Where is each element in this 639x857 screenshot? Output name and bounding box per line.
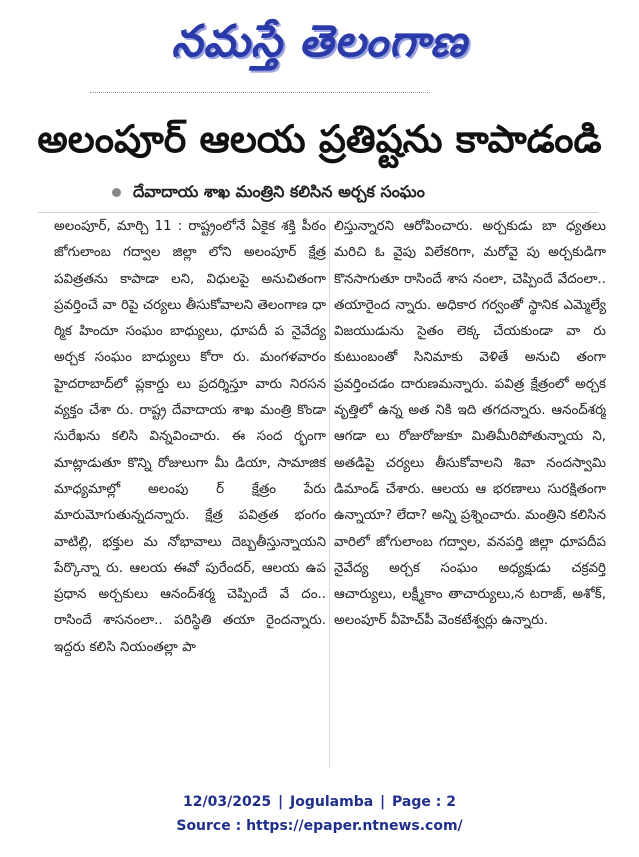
headline-rule <box>38 212 598 213</box>
footer-source-link[interactable]: https://epaper.ntnews.com/ <box>246 818 463 834</box>
footer-separator: | <box>278 794 284 810</box>
page-footer <box>0 790 639 838</box>
article-body-left: అలంపూర్, మార్చి 11 : రాష్ట్రంలోనే ఏకైక శక్తి పీఠం జోగులాంబ గద్వాల జిల్లా లోని అలంపూర్ క్షేత్ర పవిత్రతను కాపాడా లని, విధులపై అనుచితంగా ప్రవర్తించే వా రిపై చర్యలు తీసుకోవాలని తెలంగాణ ధా ర్మిక హిందూ సంఘం బాధ్యులు, ధూపదీ ప నైవేద్య అర్చక సంఘం బాధ్యులు కోరా రు. మంగళవారం హైదరాబాద్‌లో ప్లకార్డు లు ప్రదర్శిస్తూ వారు నిరసన వ్యక్తం చేశా రు. రాష్ట్ర దేవాదాయ శాఖ మంత్రి కొండా సురేఖను కలిసి విన్నవించారు. ఈ సంద ర్భంగా మాట్లాడుతూ కొన్ని రోజులుగా మీ డియా, సామాజిక మాధ్యమాల్లో అలంపు ర్ క్షేత్రం పేరు మారుమోగుతున్నదన్నారు. క్షేత్ర పవిత్రత భంగం వాటిల్లి, భక్తుల మ నోభావాలు దెబ్బతీస్తున్నాయని పేర్కొన్నా రు. ఆలయ ఈవో పురేందర్, ఆలయ ఉప ప్రధాన అర్చకులు ఆనంద్‌శర్మ చెప్పిందే వే దం.. రాసిందే శాసనంలా.. పరిస్థితి తయా రైందన్నారు. ఇద్దరు కలిసి నియంతల్లా పా <box>54 219 326 655</box>
article-body-right: లిస్తున్నారని ఆరోపించారు. అర్చకుడు బా ధ్యతలు మరిచి ఓ వైపు విలేకరిగా, మరోవై పు అర్చకుడిగా కొనసాగుతూ రాసిందే శాస నంలా, చెప్పిందే వేదంలా.. తయారైంద న్నారు. అధికార గర్వంతో స్థానిక ఎమ్మెల్యే విజయుడును సైతం లెక్క చేయకుండా వా రు కుటుంబంతో సినిమాకు వెళితే అనుచి తంగా ప్రవర్తించడం దారుణమన్నారు. పవిత్ర క్షేత్రంలో అర్చక వృత్తిలో ఉన్న అత నికి ఇది తగదన్నారు. ఆనంద్‌శర్మ ఆగడా లు రోజురోజుకూ మితిమీరిపోతున్నాయ ని, అతడిపై చర్యలు తీసుకోవాలని శివా నందస్వామి డిమాండ్ చేశారు. ఆలయ ఆ భరణాలు సురక్షితంగా ఉన్నాయా? లేదా? అన్ని ప్రశ్నించారు. మంత్రిని కలిసిన వారిలో జోగులాంబ గద్వాల, వనపర్తి జిల్లా ధూపదీప నైవేద్య అర్చక సంఘం అధ్యక్షుడు చక్రవర్తి ఆచార్యులు, లక్ష్మీకాం తాచార్యులు,న టరాజ్, అశోక్, అలంపూర్ వీహెచ్‌పీ వెంకటేశ్వర్లు ఉన్నారు. <box>334 219 606 629</box>
bullet-icon <box>112 188 121 197</box>
article-subheadline <box>112 178 612 206</box>
footer-edition: Jogulamba <box>290 794 374 810</box>
footer-source-line <box>0 814 639 838</box>
newspaper-masthead: నమస్తే తెలంగాణ <box>171 16 468 67</box>
article-column-right <box>334 214 606 774</box>
article-column-left <box>50 214 326 774</box>
footer-page: Page : 2 <box>392 794 456 810</box>
subheadline-text: దేవాదాయ శాఖ మంత్రిని కలిసిన అర్చక సంఘం <box>133 182 425 201</box>
column-divider <box>329 218 330 768</box>
footer-date: 12/03/2025 <box>183 794 272 810</box>
footer-separator: | <box>380 794 386 810</box>
article-headline: అలంపూర్ ఆలయ ప్రతిష్టను కాపాడండి <box>37 117 602 161</box>
footer-source-label: Source : <box>176 818 242 834</box>
footer-edition-line <box>0 790 639 814</box>
masthead-divider <box>90 92 430 99</box>
